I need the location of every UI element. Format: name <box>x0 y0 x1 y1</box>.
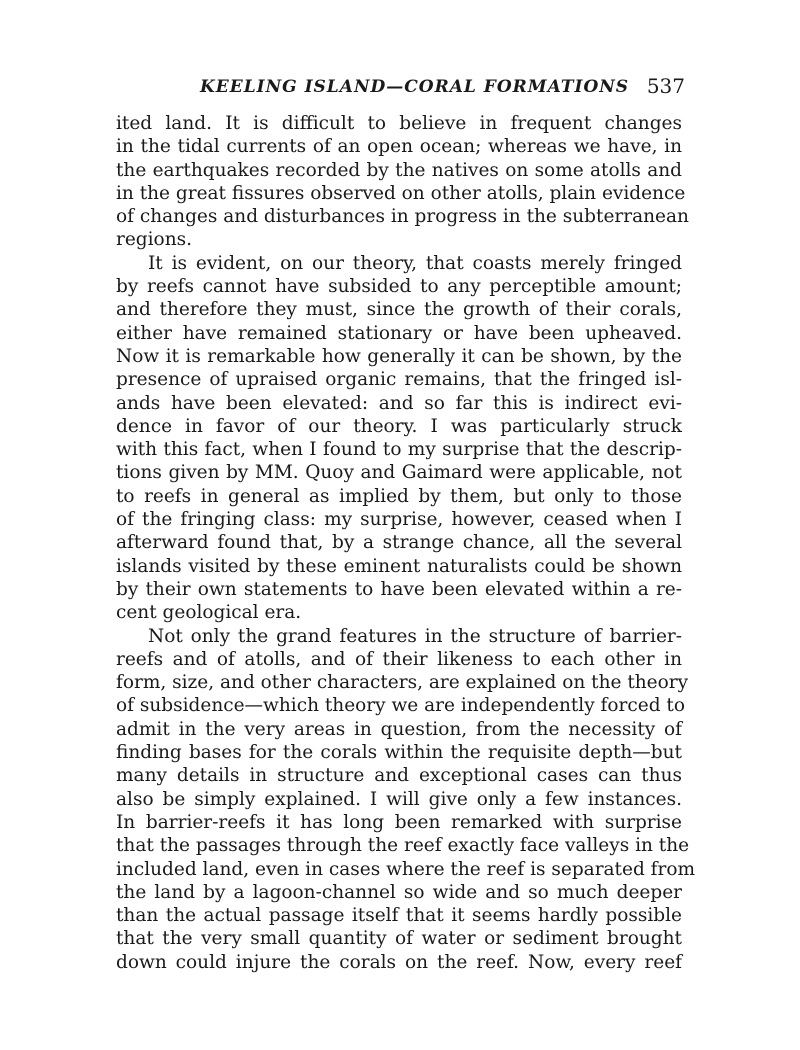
paragraph <box>116 625 696 974</box>
text-line: afterward found that, by a strange chance, all the several <box>116 532 682 554</box>
text-line: that the passages through the reef exactly face valleys in the <box>116 835 690 857</box>
text-line: Not only the grand features in the structure of barrier- <box>148 625 682 647</box>
text-line: Now it is remarkable how generally it can be shown, by the <box>116 345 682 367</box>
text-line: the earthquakes recorded by the natives on some atolls and <box>116 159 682 181</box>
text-line: of the fringing class: my surprise, however, ceased when I <box>116 509 682 531</box>
text-line: It is evident, on our theory, that coasts merely fringed <box>148 252 682 274</box>
text-line: by reefs cannot have subsided to any perceptible amount; <box>116 276 682 298</box>
text-line: in the great fissures observed on other atolls, plain evidence <box>116 182 686 204</box>
text-line: included land, even in cases where the reef is separated from <box>116 858 696 880</box>
text-line: ands have been elevated: and so far this is indirect evi- <box>116 392 682 414</box>
text-line: of changes and disturbances in progress in the subterranean <box>116 206 689 228</box>
text-line: that the very small quantity of water or sediment brought <box>116 928 682 950</box>
paragraph <box>116 252 682 625</box>
text-line: admit in the very areas in question, from the necessity of <box>116 718 682 740</box>
text-line: islands visited by these eminent naturalists could be shown <box>116 555 682 577</box>
text-line: finding bases for the corals within the requisite depth—but <box>116 742 682 764</box>
text-line: form, size, and other characters, are explained on the theory <box>116 672 689 694</box>
text-line: down could injure the corals on the reef. Now, every reef <box>116 951 682 973</box>
page-number: 537 <box>646 74 685 98</box>
text-line: dence in favor of our theory. I was particularly struck <box>116 415 682 437</box>
paragraph <box>116 112 689 252</box>
running-title: KEELING ISLAND—CORAL FORMATIONS <box>200 77 630 97</box>
text-line: and therefore they must, since the growth of their corals, <box>116 299 682 321</box>
text-line: to reefs in general as implied by them, but only to those <box>116 485 682 507</box>
text-line: with this fact, when I found to my surprise that the descrip- <box>116 439 682 461</box>
text-line: by their own statements to have been elevated within a re- <box>116 578 682 600</box>
text-line: reefs and of atolls, and of their likeness to each other in <box>116 648 682 670</box>
text-line: In barrier-reefs it has long been remarked with surprise <box>116 811 682 833</box>
text-line: ited land. It is difficult to believe in frequent changes <box>116 113 682 134</box>
text-line: many details in structure and exceptional cases can thus <box>116 765 682 787</box>
text-line: regions. <box>116 229 192 251</box>
text-line: also be simply explained. I will give only a few instances. <box>116 788 682 810</box>
text-line: tions given by MM. Quoy and Gaimard were applicable, not <box>116 462 682 484</box>
page-header <box>200 74 685 104</box>
text-line: than the actual passage itself that it seems hardly possible <box>116 905 682 927</box>
text-line: either have remained stationary or have been upheaved. <box>116 322 682 344</box>
text-line: of subsidence—which theory we are independently forced to <box>116 695 685 717</box>
text-line: cent geological era. <box>116 602 302 624</box>
body-text <box>116 112 696 974</box>
text-line: the land by a lagoon-channel so wide and so much deeper <box>116 881 682 903</box>
text-line: in the tidal currents of an open ocean; whereas we have, in <box>116 136 682 158</box>
text-line: presence of upraised organic remains, that the fringed isl- <box>116 369 682 391</box>
